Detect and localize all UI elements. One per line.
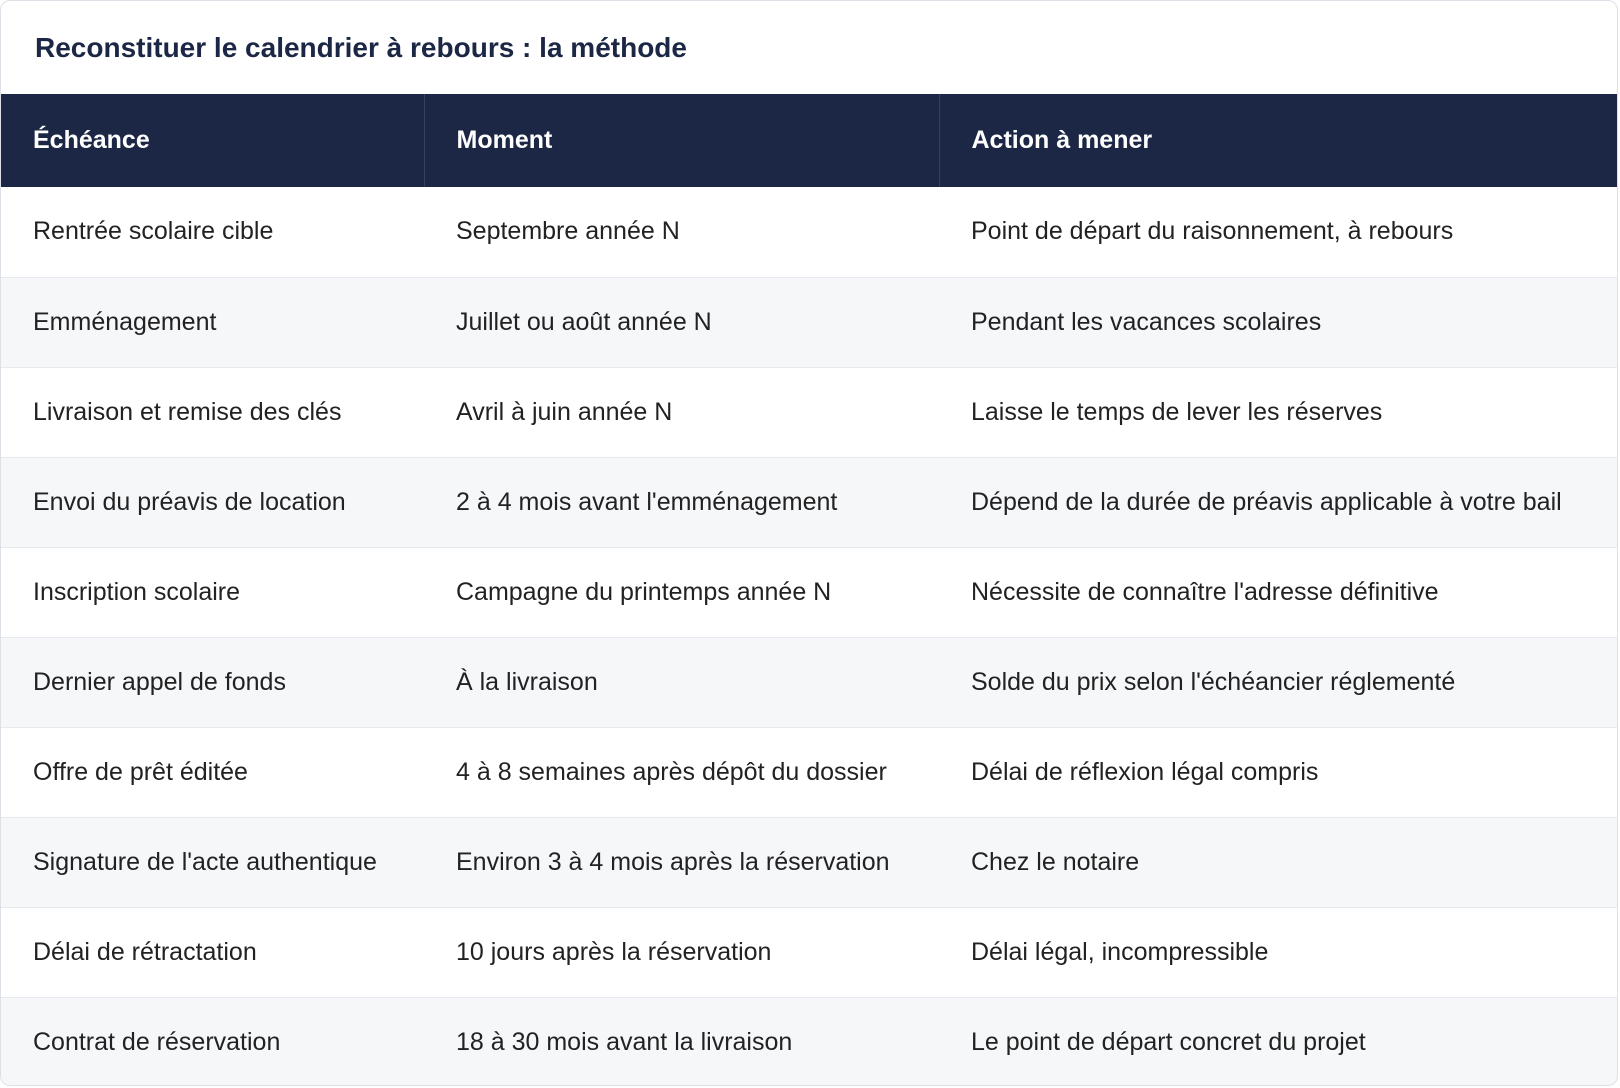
cell-moment: Avril à juin année N — [456, 397, 673, 426]
schedule-table — [1, 94, 1617, 1086]
cell-action: Le point de départ concret du projet — [971, 1027, 1366, 1056]
cell-action: Délai de réflexion légal compris — [971, 757, 1319, 786]
cell-moment: 10 jours après la réservation — [456, 937, 772, 966]
cell-echeance: Délai de rétractation — [33, 937, 257, 966]
cell-echeance: Livraison et remise des clés — [33, 397, 342, 426]
cell-action: Pendant les vacances scolaires — [971, 307, 1322, 336]
cell-moment: À la livraison — [456, 667, 598, 696]
cell-action: Délai légal, incompressible — [971, 937, 1269, 966]
cell-echeance: Signature de l'acte authentique — [33, 847, 377, 876]
cell-action: Laisse le temps de lever les réserves — [971, 397, 1383, 426]
cell-echeance: Offre de prêt éditée — [33, 757, 248, 786]
cell-echeance: Contrat de réservation — [33, 1027, 281, 1056]
cell-action: Dépend de la durée de préavis applicable à votre bail — [971, 487, 1562, 516]
table-row — [1, 277, 1617, 367]
cell-moment: Juillet ou août année N — [456, 307, 712, 336]
cell-action: Solde du prix selon l'échéancier réglementé — [971, 667, 1456, 696]
cell-echeance: Emménagement — [33, 307, 217, 336]
table-row — [1, 457, 1617, 547]
cell-echeance: Rentrée scolaire cible — [33, 217, 274, 246]
cell-moment: 2 à 4 mois avant l'emménagement — [456, 487, 838, 516]
table-row — [1, 547, 1617, 637]
cell-echeance: Inscription scolaire — [33, 577, 241, 606]
table-row — [1, 187, 1617, 277]
table-row — [1, 637, 1617, 727]
cell-moment: 18 à 30 mois avant la livraison — [456, 1027, 793, 1056]
column-header-action: Action à mener — [971, 126, 1153, 154]
cell-action: Point de départ du raisonnement, à rebours — [971, 217, 1454, 246]
table-row — [1, 907, 1617, 997]
cell-moment: Campagne du printemps année N — [456, 577, 832, 606]
cell-moment: Environ 3 à 4 mois après la réservation — [456, 847, 890, 876]
cell-action: Nécessite de connaître l'adresse définitive — [971, 577, 1439, 606]
cell-moment: 4 à 8 semaines après dépôt du dossier — [456, 757, 887, 786]
cell-echeance: Envoi du préavis de location — [33, 487, 346, 516]
table-title: Reconstituer le calendrier à rebours : la méthode — [35, 31, 687, 63]
table-row — [1, 997, 1617, 1086]
table-row — [1, 367, 1617, 457]
column-header-moment: Moment — [424, 94, 939, 187]
table-header-row — [1, 94, 1617, 187]
cell-echeance: Dernier appel de fonds — [33, 667, 286, 696]
table-row — [1, 817, 1617, 907]
table-row — [1, 727, 1617, 817]
cell-moment: Septembre année N — [456, 217, 680, 246]
column-header-echeance: Échéance — [1, 94, 424, 187]
cell-action: Chez le notaire — [971, 847, 1140, 876]
